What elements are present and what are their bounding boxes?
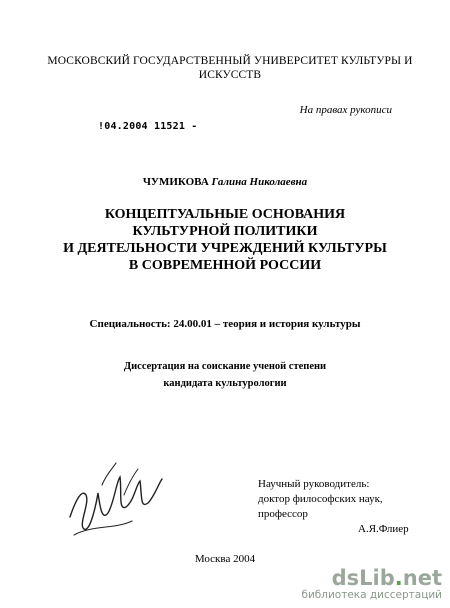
- advisor-degree: доктор философских наук, профессор: [258, 493, 383, 520]
- dslib-logo[interactable]: [252, 567, 442, 589]
- library-stamp: !04.2004 11521 -: [98, 121, 198, 132]
- advisor-role: Научный руководитель:: [258, 478, 370, 490]
- watermark-subtitle: библиотека диссертаций: [301, 589, 442, 601]
- dissertation-line-2: кандидата культурологии: [163, 378, 287, 389]
- signature-image: [62, 455, 172, 550]
- institution-name: [40, 54, 420, 82]
- title-line-4: В СОВРЕМЕННОЙ РОССИИ: [128, 258, 322, 273]
- logo-text-net: net: [402, 566, 442, 590]
- dissertation-degree: [0, 358, 450, 392]
- title-line-3: И ДЕЯТЕЛЬНОСТИ УЧРЕЖДЕНИЙ КУЛЬТУРЫ: [63, 241, 387, 256]
- dslib-watermark[interactable]: [252, 567, 442, 601]
- author-given-names: Галина Николаевна: [211, 176, 308, 188]
- institution-line-2: ИСКУССТВ: [198, 69, 262, 81]
- speciality-line: Специальность: 24.00.01 – теория и история культуры: [89, 318, 361, 330]
- advisor-name: А.Я.Флиер: [358, 523, 409, 535]
- logo-text-ds: dsLib: [331, 566, 395, 590]
- title-line-1: КОНЦЕПТУАЛЬНЫЕ ОСНОВАНИЯ: [104, 207, 346, 222]
- city-year: Москва 2004: [194, 553, 256, 565]
- logo-dot: .: [394, 566, 403, 590]
- author-surname: ЧУМИКОВА: [142, 176, 209, 188]
- scientific-advisor: [258, 477, 428, 537]
- handwritten-signature: [62, 455, 172, 555]
- author-name: [0, 176, 450, 188]
- institution-line-1: МОСКОВСКИЙ ГОСУДАРСТВЕННЫЙ УНИВЕРСИТЕТ КУЛЬТУРЫ И: [47, 55, 413, 67]
- rights-notice: На правах рукописи: [299, 104, 392, 116]
- title-line-2: КУЛЬТУРНОЙ ПОЛИТИКИ: [132, 224, 318, 239]
- dissertation-line-1: Диссертация на соискание ученой степени: [123, 361, 327, 372]
- thesis-title: [0, 206, 450, 274]
